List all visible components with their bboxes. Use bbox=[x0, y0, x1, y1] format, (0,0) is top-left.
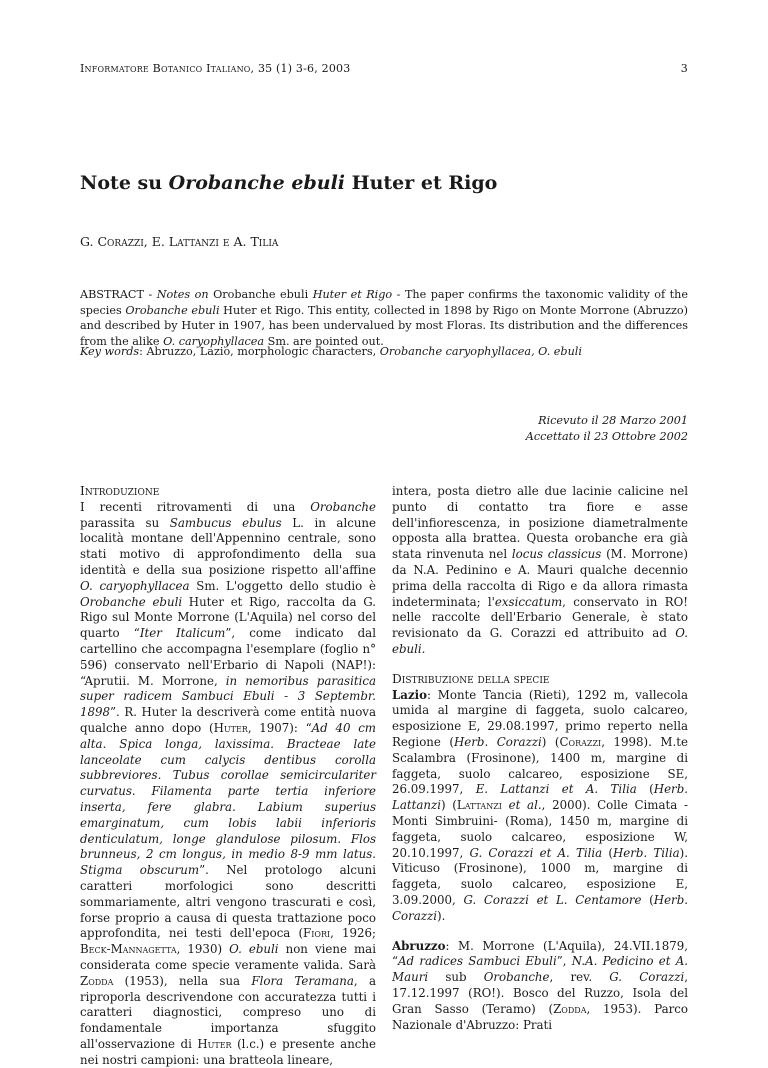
abstract-label: ABSTRACT - bbox=[80, 288, 157, 301]
right-column bbox=[392, 484, 688, 1033]
abstract: ABSTRACT - Notes on Orobanche ebuli Huter et Rigo - The paper confirms the taxonomic validity of the species Orobanche ebuli Huter et Rigo. This entity, collected in 1898 by Rigo on Monte Morrone (Abruzzo) and described by Huter in 1907, has been undervalued by most Floras. Its distribution and the differences from the alike O. caryophyllacea Sm. are pointed out. bbox=[80, 288, 688, 348]
left-column bbox=[80, 484, 376, 1068]
introduction-paragraph-continued: intera, posta dietro alle due lacinie calicine nel punto di contatto tra fiore e asse dell'infiorescenza, in posizione diametralmente opposta alla brattea. Questa orobanche era già stata rinvenuta nel locus classicus (M. Morrone) da N.A. Pedinino e A. Mauri qualche decennio prima della raccolta di Rigo e da allora rimasta indeterminata; l'exsiccatum, conservato in RO! nelle raccolte dell'Erbario Generale, è stato revisionato da G. Corazzi ed attribuito ad O. ebuli. bbox=[392, 484, 688, 656]
page-number: 3 bbox=[680, 62, 688, 75]
running-head bbox=[80, 62, 688, 75]
article-title: Note su Orobanche ebuli Huter et Rigo bbox=[80, 172, 498, 194]
introduction-paragraph: I recenti ritrovamenti di una Orobanche parassita su Sambucus ebulus L. in alcune località montane dell'Appennino centrale, sono stati motivo di approfondimento della sua identità e della sua posizione rispetto all'affine O. caryophyllacea Sm. L'oggetto dello studio è Orobanche ebuli Huter et Rigo, raccolta da G. Rigo sul Monte Morrone (L'Aquila) nel corso del quarto “Iter Italicum”, come indicato dal cartellino che accompagna l'esemplare (foglio n° 596) conservato nell'Erbario di Napoli (NAP!): “Aprutii. M. Morrone, in nemoribus parasitica super radicem Sambuci Ebuli - 3 Septembr. 1898”. R. Huter la descriverà come entità nuova qualche anno dopo (Huter, 1907): “Ad 40 cm alta. Spica longa, laxissima. Bracteae late lanceolate cum calycis dentibus corolla subbreviores. Tubus corollae semicirculariter curvatus. Filamenta parte tertia inferiore inserta, fere glabra. Labium superius emarginatum, cum lobis labii inferioris denticulatum, longe glandulose pilosum. Flos brunneus, 2 cm longus, in medio 8-9 mm latus. Stigma obscurum”. Nel protologo alcuni caratteri morfologici sono descritti sommariamente, altri vengono trascurati e così, forse proprio a causa di questa trattazione poco approfondita, nei testi dell'epoca (Fiori, 1926; Beck-Mannagetta, 1930) O. ebuli non viene mai considerata come specie veramente valida. Sarà Zodda (1953), nella sua Flora Teramana, a riproporla descrivendone con accuratezza tutti i caratteri diagnostici, compreso uno di fondamentale importanza sfuggito all'osservazione di Huter (l.c.) e presente anche nei nostri campioni: una bratteola lineare, bbox=[80, 499, 377, 1067]
authors: G. Corazzi, E. Lattanzi e A. Tilia bbox=[80, 234, 279, 249]
keywords-label: Key words bbox=[80, 345, 140, 358]
submission-dates bbox=[526, 413, 688, 444]
keywords: Key words: Abruzzo, Lazio, morphologic characters, Orobanche caryophyllacea, O. ebuli bbox=[80, 345, 582, 358]
title-species: Orobanche ebuli bbox=[168, 172, 346, 194]
journal-citation: Informatore Botanico Italiano, 35 (1) 3-6, 2003 bbox=[80, 62, 351, 75]
section-heading-introduction: Introduzione bbox=[80, 484, 160, 498]
section-heading-distribution: Distribuzione della specie bbox=[392, 671, 550, 686]
accepted-date: Accettato il 23 Ottobre 2002 bbox=[525, 429, 688, 443]
distribution-abruzzo: Abruzzo: M. Morrone (L'Aquila), 24.VII.1879, “Ad radices Sambuci Ebuli”, N.A. Pedicino et A. Mauri sub Orobanche, rev. G. Corazzi, 17.12.1997 (RO!). Bosco del Ruzzo, Isola del Gran Sasso (Teramo) (Zodda, 1953). Parco Nazionale d'Abruzzo: Prati bbox=[392, 938, 688, 1032]
distribution-lazio: Lazio: Monte Tancia (Rieti), 1292 m, vallecola umida al margine di faggeta, suolo calcareo, esposizione E, 29.08.1997, primo reperto nella Regione (Herb. Corazzi) (Corazzi, 1998). M.te Scalambra (Frosinone), 1400 m, margine di faggeta, suolo calcareo, esposizione SE, 26.09.1997, E. Lattanzi et A. Tilia (Herb. Lattanzi) (Lattanzi et al., 2000). Colle Cimata -Monti Simbruini- (Roma), 1450 m, margine di faggeta, suolo calcareo, esposizione W, 20.10.1997, G. Corazzi et A. Tilia (Herb. Tilia). Viticuso (Frosinone), 1000 m, margine di faggeta, suolo calcareo, esposizione E, 3.09.2000, G. Corazzi et L. Centamore (Herb. Corazzi). bbox=[392, 687, 688, 923]
received-date: Ricevuto il 28 Marzo 2001 bbox=[538, 414, 688, 427]
